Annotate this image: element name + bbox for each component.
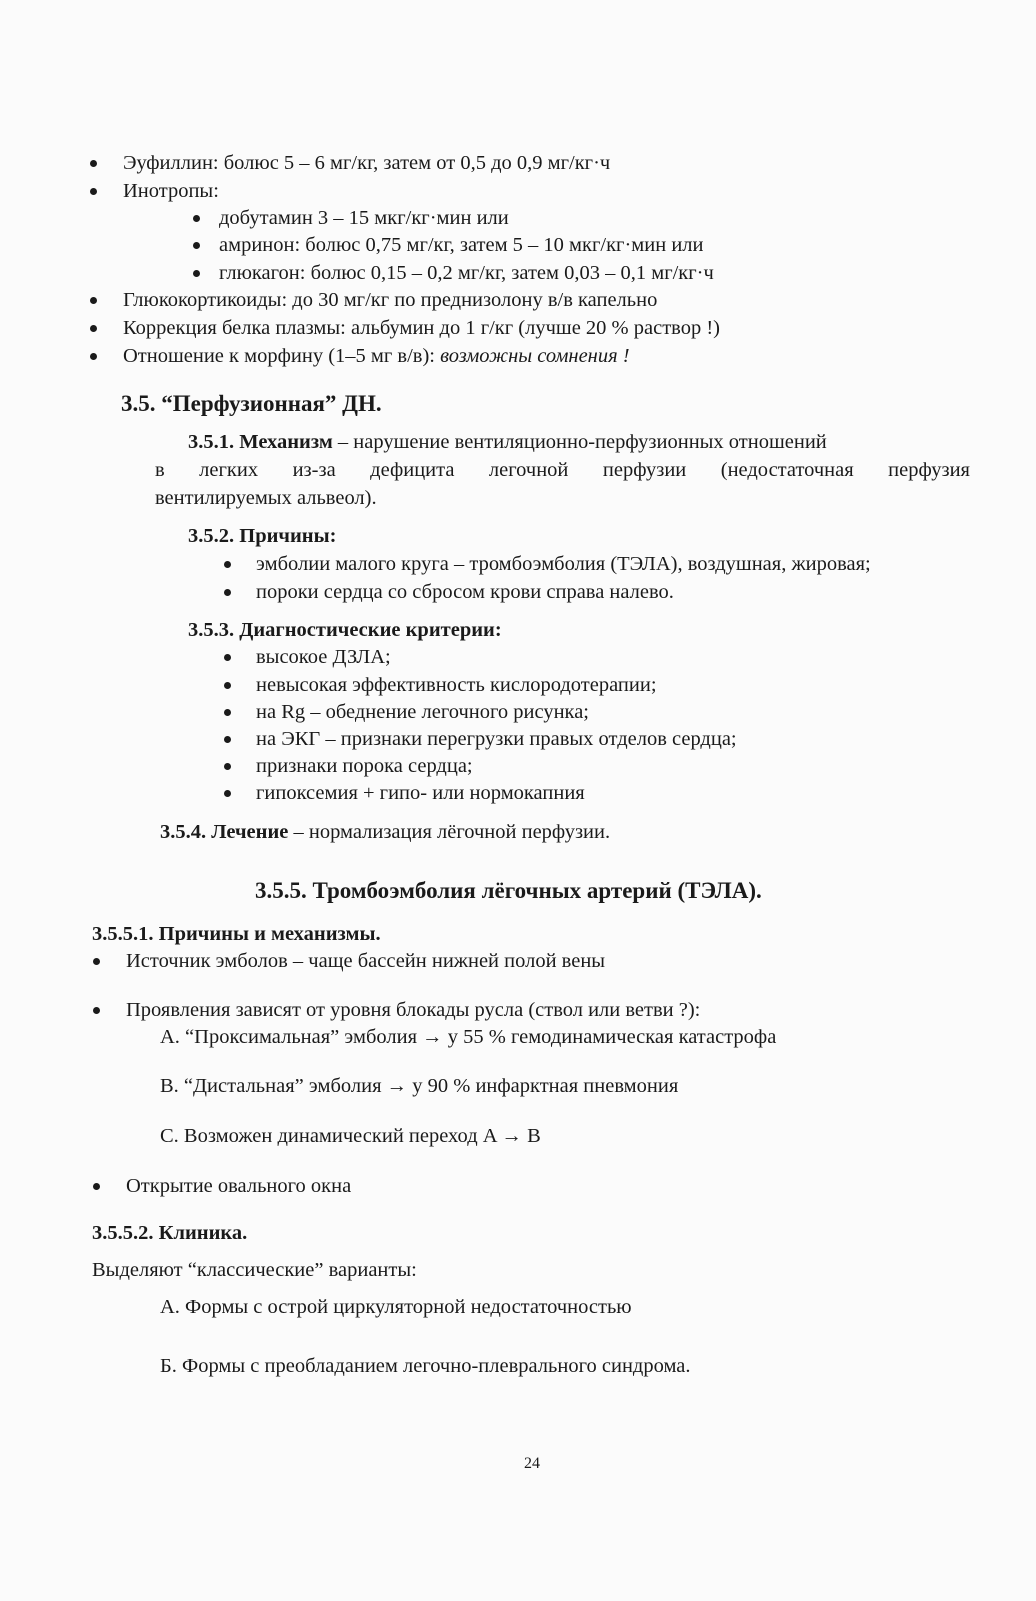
morphine-text: Отношение к морфину (1–5 мг в/в):	[123, 345, 441, 367]
morphine-italic: возможны сомнения !	[440, 345, 630, 367]
criteria-item: на ЭКГ – признаки перегрузки правых отделов сердца;	[256, 728, 737, 750]
cause-item-embolism: эмболии малого круга – тромбоэмболия (ТЭЛА), воздушная, жировая;	[256, 553, 871, 575]
treatment-text: – нормализация лёгочной перфузии.	[288, 821, 611, 843]
mechanism-line-1	[188, 430, 970, 454]
criteria-item: высокое ДЗЛА;	[256, 646, 391, 668]
criteria-item: невысокая эффективность кислородотерапии;	[256, 674, 657, 696]
clinic-intro: Выделяют “классические” варианты:	[92, 1259, 417, 1281]
list-item-emboli-source: Источник эмболов – чаще бассейн нижней полой вены	[126, 950, 606, 972]
list-item-glucocorticoids: Глюкокортикоиды: до 30 мг/кг по преднизолону в/в капельно	[123, 289, 658, 311]
list-item-plasma-protein: Коррекция белка плазмы: альбумин до 1 г/кг (лучше 20 % раствор !)	[123, 317, 720, 339]
criteria-item: гипоксемия + гипо- или нормокапния	[256, 782, 585, 804]
list-item-foramen-ovale: Открытие овального окна	[126, 1175, 352, 1197]
variant-distal: B. “Дистальная” эмболия → у 90 % инфарктная пневмония	[160, 1075, 679, 1097]
mechanism-label: 3.5.1. Механизм	[188, 431, 333, 453]
criteria-item: на Rg – обеднение легочного рисунка;	[256, 701, 589, 723]
list-item-euphyllin: Эуфиллин: болюс 5 – 6 мг/кг, затем от 0,5 до 0,9 мг/кг·ч	[123, 152, 611, 174]
mechanism-line-3: вентилируемых альвеол).	[155, 487, 377, 509]
form-item: Б. Формы с преобладанием легочно-плеврального синдрома.	[160, 1355, 691, 1377]
section-3-5-5-title: 3.5.5. Тромбоэмболия лёгочных артерий (ТЭЛА).	[255, 878, 762, 903]
list-item-inotropes: Инотропы:	[123, 180, 219, 202]
form-item: А. Формы с острой циркуляторной недостаточностью	[160, 1296, 632, 1318]
list-item-morphine	[123, 344, 630, 368]
section-3-5-title: 3.5. “Перфузионная” ДН.	[121, 391, 382, 416]
criteria-item: признаки порока сердца;	[256, 755, 473, 777]
list-item-glucagon: глюкагон: болюс 0,15 – 0,2 мг/кг, затем 0,03 – 0,1 мг/кг·ч	[219, 262, 714, 284]
treatment-label: 3.5.4. Лечение	[160, 821, 289, 843]
list-item-manifestations: Проявления зависят от уровня блокады русла (ствол или ветви ?):	[126, 999, 701, 1021]
mechanism-line-2: в легких из-за дефицита легочной перфузии (недостаточная перфузия	[155, 459, 970, 481]
cause-item-heart-defects: пороки сердца со сбросом крови справа налево.	[256, 581, 674, 603]
subsection-causes-title: 3.5.5.1. Причины и механизмы.	[92, 923, 381, 945]
causes-title: 3.5.2. Причины:	[188, 525, 337, 547]
mechanism-text: – нарушение вентиляционно-перфузионных отношений	[332, 431, 827, 453]
criteria-title: 3.5.3. Диагностические критерии:	[188, 619, 502, 641]
list-item-dobutamine: добутамин 3 – 15 мкг/кг·мин или	[219, 207, 509, 229]
list-item-amrinone: амринон: болюс 0,75 мг/кг, затем 5 – 10 мкг/кг·мин или	[219, 234, 704, 256]
variant-proximal: A. “Проксимальная” эмболия → у 55 % гемодинамическая катастрофа	[160, 1026, 777, 1048]
subsection-clinic-title: 3.5.5.2. Клиника.	[92, 1222, 248, 1244]
treatment-line	[160, 820, 610, 844]
page-number: 24	[524, 1455, 540, 1472]
variant-transition: C. Возможен динамический переход A → B	[160, 1125, 541, 1147]
